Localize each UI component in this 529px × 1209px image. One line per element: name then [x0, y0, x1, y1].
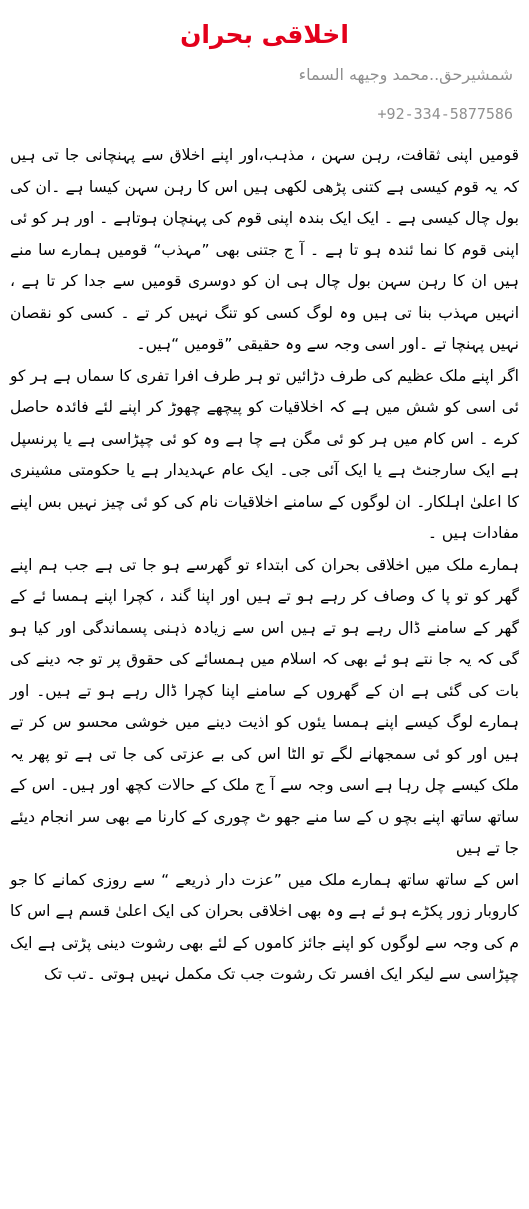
article-paragraph-2: اگر اپنے ملک عظیم کی طرف دڑائیں تو ہر طرف افرا تفری کا سماں ہے ہر کو ئی اسی کو شش میں ہے کہ اخلاقیات کو پیچھے چھوڑ کر اپنے لئے فائدہ حاصل کرے ۔ اس کام میں ہر کو ئی مگن ہے چا ہے وہ کو ئی چپڑاسی ہے یا پرنسپل ہے ایک سارجنٹ ہے یا ایک آئی جی۔ ایک عام عہدیدار ہے یا حکومتی مشینری کا اعلیٰ اہلکار۔ ان لوگوں کے سامنے اخلاقیات نام کی کو ئی چیز نہیں بس اپنے مفادات ہیں ۔ — [10, 366, 519, 542]
article-paragraph-3: ہمارے ملک میں اخلاقی بحران کی ابتداء تو گھرسے ہو جا تی ہے جب ہم اپنے گھر کو تو پا ک وصاف کر رہے ہو تے ہیں اور اپنا گند ، کچرا اپنے ہمسا ئے کے گھر کے سامنے ڈال رہے ہو تے ہیں اس سے زیادہ ذہنی پسماندگی اور کیا ہو گی کہ یہ جا نتے ہو ئے بھی کہ اسلام میں ہمسائے کی حقوق پر تو جہ دینے کی بات کی گئی ہے ان کے گھروں کے سامنے اپنا کچرا ڈال رہے ہو تے ہیں۔ اور ہمارے لوگ کیسے اپنے ہمسا یئوں کو اذیت دینے میں خوشی محسو س کر تے ہیں اور کو ئی سمجھانے لگے تو الٹا اس کی بے عزتی کی جا تی ہے تو پھر یہ ملک کیسے چل رہا ہے اسی وجہ سے آ ج ملک کے حالات کچھ اور ہیں۔ اس کے ساتھ ساتھ اپنے بچو ں کے سا منے جھو ٹ چوری کے کارنا مے بھی سر انجام دیئے جا تے ہیں — [10, 555, 519, 857]
article-title: اخلاقی بحران — [180, 20, 349, 49]
article-paragraph-4: اس کے ساتھ ساتھ ہمارے ملک میں ”عزت دار ذریعے “ سے روزی کمانے کا جو کاروبار زور پکڑے ہو ئے ہے وہ بھی اخلاقی بحران کی ایک اعلیٰ قسم ہے اس کا م کی وجہ سے لوگوں کو اپنے جائز کاموں کے لئے بھی رشوت دینی پڑتی ہے ایک چپڑاسی سے لیکر ایک افسر تک رشوت جب تک مکمل نہیں ہوتی ۔تب تک — [10, 870, 519, 983]
article-author: شمشیرحق..محمد وجیهه السماء — [298, 65, 513, 84]
author-phone: +92-334-5877586 — [377, 105, 513, 123]
article-paragraph-1: قومیں اپنی ثقافت، رہن سہن ، مذہب،اور اپنے اخلاق سے پہنچانی جا تی ہیں کہ یہ قوم کیسی ہے کتنی پڑھی لکھی ہیں اس کا رہن سہن کیسا ہے ۔ان کی بول چال کیسی ہے ۔ ایک ایک بندہ اپنی قوم کی پہنچان ہوتاہے ۔ اور ہر کو ئی اپنی قوم کا نما ئندہ ہو تا ہے ۔ آ ج جتنی بھی ”مہذب“ قومیں ہمارے سا منے ہیں ان کا رہن سہن بول چال ہی ان کو دوسری قومیں سے جدا کر تا ہے ، انہیں مہذب بنا تی ہیں وہ لوگ کسی کو تنگ نہیں کر تے ۔ کسی کو نقصان نہیں پہنچا تے ۔اور اسی وجہ سے وہ حقیقی ”قومیں “ہیں۔ — [10, 146, 519, 353]
article-body — [10, 140, 519, 991]
